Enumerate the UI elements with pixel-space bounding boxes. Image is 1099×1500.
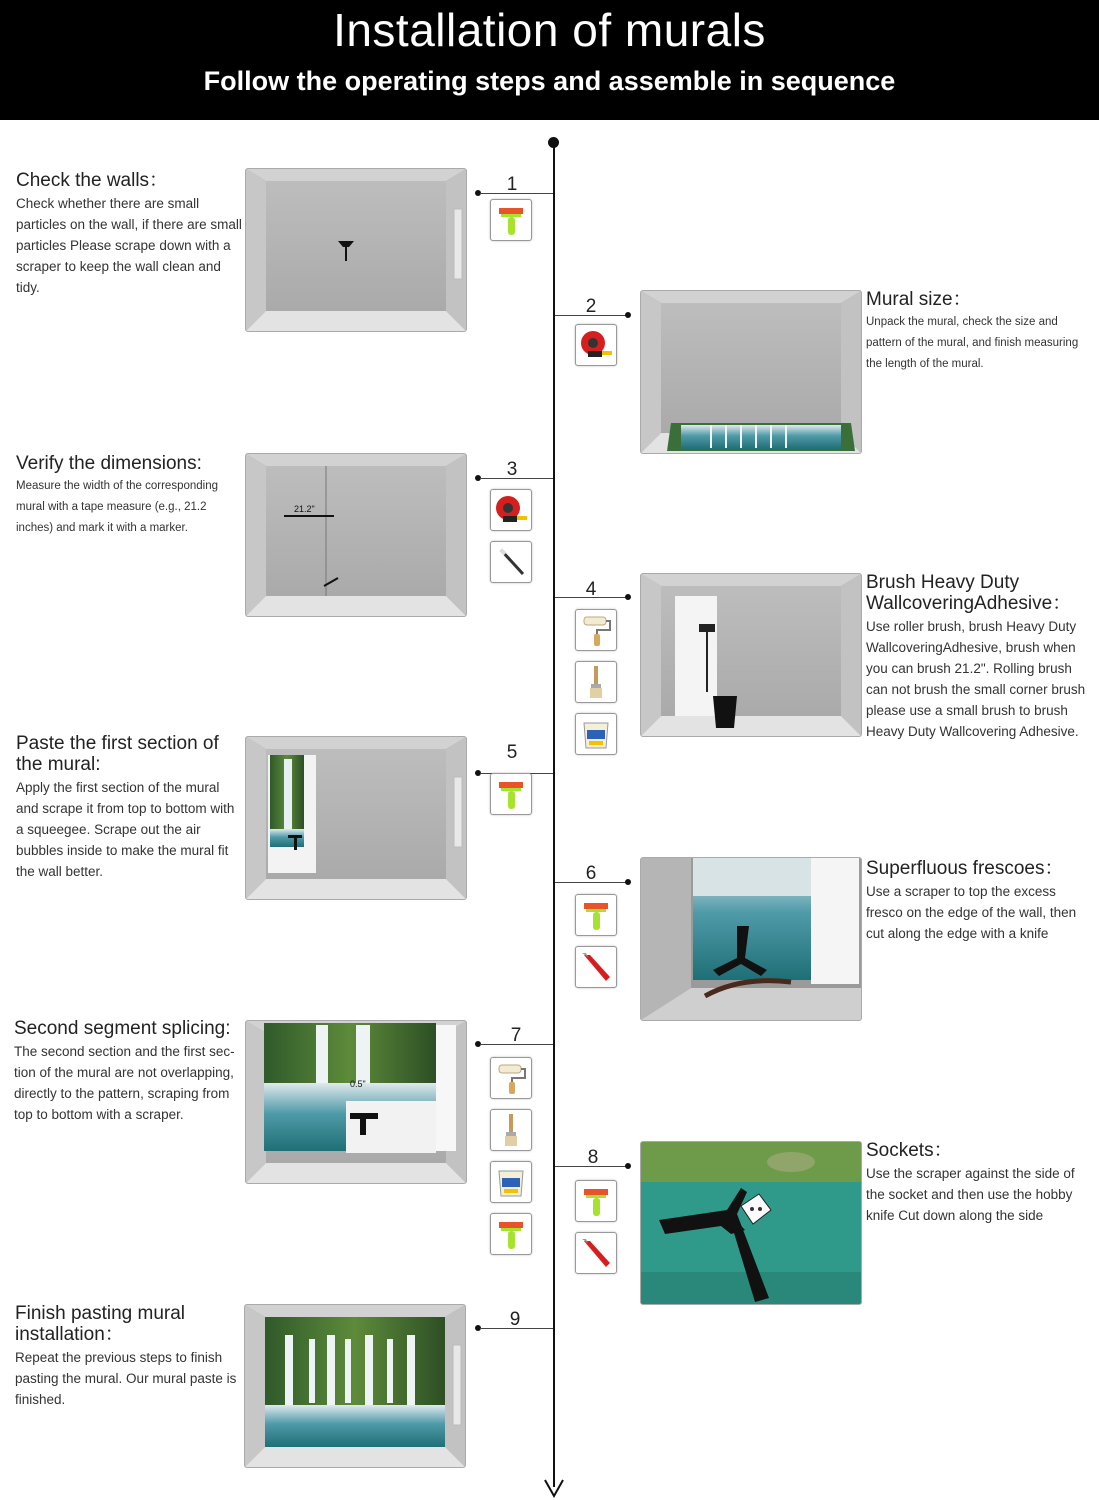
tape-measure-icon <box>575 324 617 366</box>
timeline-axis <box>553 142 555 1487</box>
timeline-start-dot <box>548 137 559 148</box>
step-6-number: 6 <box>585 863 597 884</box>
adhesive-bucket-icon <box>575 713 617 755</box>
step-4-connector-dot <box>625 594 631 600</box>
page-title: Installation of murals <box>333 4 766 56</box>
step-2-text <box>866 289 1092 375</box>
step-5-image <box>245 736 467 900</box>
step-6-text <box>866 858 1096 944</box>
step-1-number: 1 <box>506 174 518 195</box>
paint-roller-icon <box>490 1057 532 1099</box>
paint-brush-icon <box>490 1109 532 1151</box>
utility-knife-icon <box>575 1232 617 1274</box>
adhesive-bucket-icon <box>490 1161 532 1203</box>
step-3-heading: Verify the dimensions: <box>16 453 202 474</box>
step-7-text <box>14 1018 244 1125</box>
step-8-text <box>866 1140 1096 1226</box>
step-7-number: 7 <box>510 1025 522 1046</box>
step-4-body: Use roller brush, brush Heavy Duty WallcoveringAdhesive, brush when you can brush 21.2". Rolling brush can not brush the small corner brush please use a small brush to brush Heavy Duty Wallcovering Adhesive. <box>866 619 1086 739</box>
paint-brush-icon <box>575 661 617 703</box>
step-5-text <box>16 733 244 882</box>
step-4-number: 4 <box>585 579 597 600</box>
step-6-connector-dot <box>625 879 631 885</box>
step-3-body: Measure the width of the corresponding mural with a tape measure (e.g., 21.2 inches) and mark it with a marker. <box>16 480 219 534</box>
step-2-body: Unpack the mural, check the size and pattern of the mural, and finish measuring the length of the mural. <box>866 316 1079 370</box>
step-6-image <box>640 857 862 1021</box>
step-2-heading: Mural size： <box>866 289 972 310</box>
step-4-text <box>866 572 1096 742</box>
header-banner <box>0 0 1099 120</box>
step-9-number: 9 <box>509 1309 521 1330</box>
step-8-image <box>640 1141 862 1305</box>
step-3-image <box>245 453 467 617</box>
step-9-image <box>244 1304 466 1468</box>
step-8-number: 8 <box>587 1147 599 1168</box>
step-2-number: 2 <box>585 296 597 317</box>
step-1-body: Check whether there are small particles on the wall, if there are small particles Please scrape down with a scraper to keep the wall clean and tidy. <box>16 196 242 295</box>
step-2-image <box>640 290 862 454</box>
step-3-text <box>16 453 244 539</box>
step-4-image <box>640 573 862 737</box>
step-9-body: Repeat the previous steps to finish pasting the mural. Our mural paste is finished. <box>15 1350 237 1407</box>
step-4-heading: Brush Heavy Duty WallcoveringAdhesive： <box>866 572 1072 614</box>
step-7-image <box>245 1020 467 1184</box>
squeegee-icon <box>490 773 532 815</box>
tape-measure-icon <box>490 489 532 531</box>
step-1-heading: Check the walls： <box>16 170 169 191</box>
step-3-measure-label: 21.2" <box>294 504 315 514</box>
step-8-heading: Sockets： <box>866 1140 953 1161</box>
page-subtitle: Follow the operating steps and assemble in sequence <box>203 66 896 96</box>
step-6-body: Use a scraper to top the excess fresco on the edge of the wall, then cut along the edge with a knife <box>866 884 1077 941</box>
squeegee-icon <box>575 1180 617 1222</box>
marker-pen-icon <box>490 541 532 583</box>
utility-knife-icon <box>575 946 617 988</box>
step-3-number: 3 <box>506 459 518 480</box>
step-9-text <box>15 1303 243 1410</box>
squeegee-icon <box>490 1213 532 1255</box>
step-6-heading: Superfluous frescoes： <box>866 858 1064 879</box>
step-7-body: The second section and the first sec- tion of the mural are not overlapping, directly to the pattern, scraping from top to bottom with a scraper. <box>14 1044 235 1122</box>
squeegee-icon <box>490 199 532 241</box>
step-1-image <box>245 168 467 332</box>
step-2-connector-dot <box>625 312 631 318</box>
step-5-body: Apply the first section of the mural and scrape it from top to bottom with a squeegee. Scrape out the air bubbles inside to make the mural fit the wall better. <box>16 780 235 879</box>
step-5-heading: Paste the first section of the mural: <box>16 733 219 775</box>
step-8-body: Use the scraper against the side of the socket and then use the hobby knife Cut down along the side <box>866 1166 1075 1223</box>
timeline-arrow-icon <box>543 1476 565 1498</box>
step-9-heading: Finish pasting mural installation： <box>15 1303 186 1345</box>
step-7-measure-label: 0.5" <box>350 1079 366 1089</box>
step-7-heading: Second segment splicing: <box>14 1018 231 1039</box>
step-1-text <box>16 170 244 298</box>
paint-roller-icon <box>575 609 617 651</box>
step-5-number: 5 <box>506 742 518 763</box>
squeegee-icon <box>575 894 617 936</box>
step-8-connector-dot <box>625 1163 631 1169</box>
